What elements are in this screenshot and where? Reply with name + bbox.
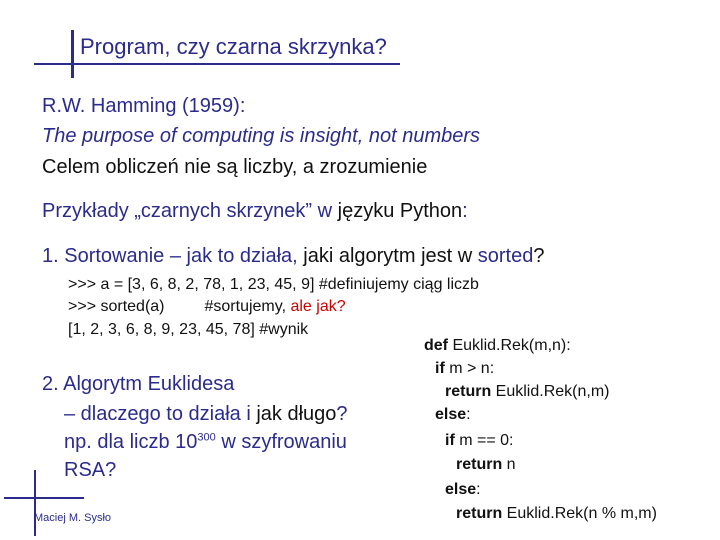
title-horizontal-rule <box>34 63 400 65</box>
euclid-return2 <box>456 456 516 474</box>
item1-suffix: ? <box>533 245 545 267</box>
else1-rest: : <box>466 406 471 423</box>
code-line-1: >>> a = [3, 6, 8, 2, 78, 1, 23, 45, 9] #definiujemy ciąg liczb <box>68 276 479 293</box>
item2-line3 <box>64 431 347 454</box>
item2-line2-c: ? <box>336 403 348 425</box>
code-line-2 <box>68 298 346 316</box>
kw-return2: return <box>456 456 503 473</box>
title-vertical-rule <box>71 30 74 78</box>
else2-rest: : <box>476 481 481 498</box>
hamming-quote-polish: Celem obliczeń nie są liczby, a zrozumienie <box>42 156 428 178</box>
euclid-if2 <box>445 432 513 450</box>
kw-else2: else <box>445 481 477 498</box>
return3-rest: Euklid.Rek(n % m,m) <box>502 505 657 522</box>
kw-else1: else <box>435 406 467 423</box>
footer-horizontal-rule <box>4 497 84 499</box>
kw-if1: if <box>435 360 445 377</box>
item2-line3-sup: 300 <box>197 431 216 444</box>
kw-return3: return <box>456 505 503 522</box>
euclid-else2 <box>445 481 481 499</box>
item2-line2-b: jak długo <box>256 403 337 425</box>
hamming-author: R.W. Hamming (1959): <box>42 95 246 117</box>
item1-heading <box>42 245 544 268</box>
euclid-if1 <box>435 360 494 378</box>
item1-keyword: sorted <box>477 245 534 267</box>
item1-prefix: 1. Sortowanie – jak to działa, <box>42 245 304 267</box>
kw-def: def <box>424 337 448 354</box>
euclid-return3 <box>456 505 657 523</box>
euclid-else1 <box>435 406 471 424</box>
item2-line2 <box>64 403 348 426</box>
item2-line3-a: np. dla liczb 10 <box>64 431 198 453</box>
euclid-def <box>424 337 571 355</box>
code-line-2-red: ale jak? <box>290 298 346 315</box>
code-line-3: [1, 2, 3, 6, 8, 9, 23, 45, 78] #wynik <box>68 321 309 338</box>
examples-end: : <box>462 200 468 222</box>
def-rest: Euklid.Rek(m,n): <box>448 337 571 354</box>
euclid-return1 <box>445 383 609 401</box>
hamming-quote-english: The purpose of computing is insight, not numbers <box>42 125 481 147</box>
examples-python: języku Python <box>337 200 463 222</box>
if1-rest: m > n: <box>444 360 495 377</box>
return1-rest: Euklid.Rek(n,m) <box>491 383 610 400</box>
item1-colored: jaki algorytm jest w <box>303 245 478 267</box>
examples-heading <box>42 200 468 223</box>
item2-line1: 2. Algorytm Euklidesa <box>42 373 235 395</box>
footer-vertical-rule <box>34 470 36 536</box>
slide-title: Program, czy czarna skrzynka? <box>80 34 387 59</box>
if2-rest: m == 0: <box>454 432 514 449</box>
return2-rest: n <box>502 456 516 473</box>
footer-author: Maciej M. Sysło <box>34 512 112 524</box>
examples-lead: Przykłady „czarnych skrzynek” w <box>42 200 338 222</box>
item2-line2-a: – dlaczego to działa i <box>64 403 257 425</box>
kw-if2: if <box>445 432 455 449</box>
kw-return1: return <box>445 383 492 400</box>
code-line-2-text: >>> sorted(a) #sortujemy, <box>68 298 291 315</box>
item2-line4: RSA? <box>64 459 117 481</box>
item2-line3-b: w szyfrowaniu <box>215 431 347 453</box>
